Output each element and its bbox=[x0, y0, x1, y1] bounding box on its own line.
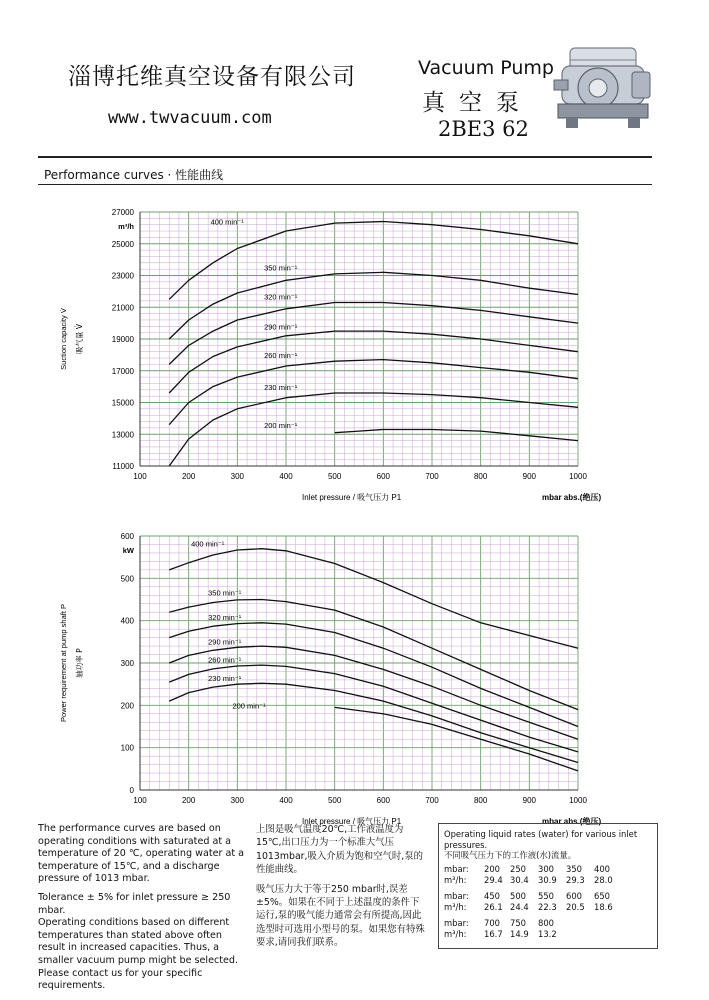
x-tick-label: 300 bbox=[230, 472, 245, 481]
rates-title-cn: 不同吸气压力下的工作液(水)流量。 bbox=[444, 850, 577, 860]
rates-mbar-value: 300 bbox=[538, 864, 554, 874]
model-number: 2BE3 62 bbox=[438, 117, 529, 141]
rates-flow-value: 28.0 bbox=[594, 875, 613, 885]
x-tick-label: 200 bbox=[181, 472, 196, 481]
rates-flow-value: 13.2 bbox=[538, 929, 557, 939]
x-tick-label: 600 bbox=[376, 796, 391, 805]
header-divider bbox=[38, 156, 652, 158]
series-label: 260 min⁻¹ bbox=[264, 351, 298, 361]
rates-mbar-value: 800 bbox=[538, 918, 554, 928]
x-tick-label: 800 bbox=[473, 796, 488, 805]
y-tick-label: 100 bbox=[120, 743, 134, 753]
rates-mbar-value: 200 bbox=[484, 864, 500, 874]
y-axis-title: Suction capacity V̇ bbox=[59, 308, 68, 370]
note-cn-conditions: 上图是吸气温度20℃,工作液温度为15℃,出口压力为一个标准大气压1013mbar,吸入介质为饱和空气时,泵的性能曲线。 bbox=[256, 824, 424, 876]
note-en-conditions: The performance curves are based on operating conditions with saturated at a temperature of 20 ℃, operating water at a temperature of 15℃, and a discharge pressure of 1013 mbar. bbox=[38, 823, 245, 885]
y-tick-label: 400 bbox=[120, 616, 134, 626]
rates-flow-value: 18.6 bbox=[594, 902, 613, 912]
rates-flow-value: 16.7 bbox=[484, 929, 503, 939]
rates-mbar-value: 550 bbox=[538, 891, 554, 901]
y-tick-label: 19000 bbox=[111, 335, 134, 344]
x-axis-unit: mbar abs.(绝压) bbox=[542, 493, 602, 502]
x-tick-label: 400 bbox=[279, 472, 293, 481]
x-tick-label: 700 bbox=[425, 472, 439, 481]
note-en-tolerance: Tolerance ± 5% for inlet pressure ≥ 250 mbar. bbox=[38, 891, 231, 916]
x-tick-label: 300 bbox=[230, 796, 245, 805]
y-tick-label: 0 bbox=[129, 786, 134, 795]
rates-flow-value: 14.9 bbox=[510, 929, 529, 939]
rates-flow-value: 29.4 bbox=[484, 875, 503, 885]
rates-mbar-value: 250 bbox=[510, 864, 526, 874]
series-label: 400 min⁻¹ bbox=[210, 217, 244, 227]
series-label: 230 min⁻¹ bbox=[208, 673, 242, 683]
x-tick-label: 600 bbox=[376, 472, 391, 481]
series-label: 400 min⁻¹ bbox=[191, 539, 225, 549]
y-tick-label: 15000 bbox=[111, 398, 134, 408]
x-tick-label: 1000 bbox=[569, 472, 587, 481]
series-label: 350 min⁻¹ bbox=[208, 588, 242, 598]
section-title: Performance curves · 性能曲线 bbox=[44, 168, 224, 182]
x-tick-label: 500 bbox=[327, 796, 342, 805]
rates-title-en: Operating liquid rates (water) for various inlet pressures. bbox=[444, 829, 638, 850]
x-axis-title: Inlet pressure / 吸气压力 P1 bbox=[302, 817, 402, 826]
rates-mbar-value: 400 bbox=[594, 864, 610, 874]
x-tick-label: 100 bbox=[133, 796, 147, 805]
grid bbox=[140, 212, 578, 466]
y-tick-label: 23000 bbox=[111, 271, 134, 281]
series-label: 290 min⁻¹ bbox=[264, 322, 298, 332]
rates-mbar-label: mbar: bbox=[444, 891, 469, 901]
operating-liquid-rates-table bbox=[438, 823, 658, 949]
rates-mbar-value: 500 bbox=[510, 891, 526, 901]
x-tick-label: 200 bbox=[181, 796, 196, 805]
rates-row bbox=[444, 918, 652, 942]
y-tick-label: 17000 bbox=[111, 366, 134, 376]
note-en-contact: Operating conditions based on different temperatures than stated above often result in increased capacities. Thus, a smaller vacuum pump might be selected. Please contact us for your specific requirements. bbox=[38, 917, 239, 992]
rates-mbar-value: 450 bbox=[484, 891, 500, 901]
rates-row bbox=[444, 864, 652, 888]
product-name-en: Vacuum Pump bbox=[418, 57, 554, 79]
rates-mbar-value: 650 bbox=[594, 891, 610, 901]
rates-flow-label: m³/h: bbox=[444, 902, 467, 912]
x-tick-label: 800 bbox=[473, 472, 488, 481]
rates-flow-value: 26.1 bbox=[484, 902, 503, 912]
x-tick-label: 100 bbox=[133, 472, 147, 481]
y-unit-label: kW bbox=[122, 546, 134, 555]
y-tick-label: 200 bbox=[120, 701, 134, 711]
rates-mbar-label: mbar: bbox=[444, 864, 469, 874]
rates-flow-value: 30.4 bbox=[510, 875, 529, 885]
section-divider bbox=[38, 184, 652, 185]
rates-flow-label: m³/h: bbox=[444, 929, 467, 939]
rates-row bbox=[444, 891, 652, 915]
rates-mbar-value: 600 bbox=[566, 891, 582, 901]
rates-mbar-value: 750 bbox=[510, 918, 526, 928]
x-tick-label: 500 bbox=[327, 472, 342, 481]
rates-table-title bbox=[444, 829, 654, 861]
rates-mbar-value: 350 bbox=[566, 864, 582, 874]
y-axis-title-cn: 吸气量 V̇ bbox=[75, 323, 84, 355]
y-tick-label: 25000 bbox=[111, 239, 134, 249]
rates-mbar-value: 700 bbox=[484, 918, 500, 928]
note-cn-tolerance: 吸气压力大于等于250 mbar时,误差±5%。如果在不同于上述温度的条件下运行,泵的吸气能力通常会有所提高,因此选型时可选用小型号的泵。如果您有特殊要求,请同我们联系。 bbox=[256, 883, 425, 949]
website-url[interactable]: www.twvacuum.com bbox=[108, 108, 272, 128]
series-label: 320 min⁻¹ bbox=[208, 612, 242, 622]
pump-icon bbox=[554, 48, 650, 128]
series-label: 290 min⁻¹ bbox=[208, 637, 242, 647]
company-name: 淄博托维真空设备有限公司 bbox=[68, 64, 356, 90]
y-tick-label: 27000 bbox=[111, 208, 134, 217]
rates-flow-value: 22.3 bbox=[538, 902, 557, 912]
rates-flow-value: 20.5 bbox=[566, 902, 585, 912]
y-axis-title: Power requirement at pump shaft P bbox=[59, 604, 68, 722]
series-label: 200 min⁻¹ bbox=[264, 420, 298, 430]
x-tick-label: 1000 bbox=[569, 796, 587, 805]
series-label: 320 min⁻¹ bbox=[264, 292, 298, 302]
y-tick-label: 11000 bbox=[112, 462, 134, 471]
y-tick-label: 13000 bbox=[111, 430, 134, 440]
x-tick-label: 700 bbox=[425, 796, 439, 805]
series-label: 230 min⁻¹ bbox=[264, 382, 298, 392]
notes-chinese bbox=[256, 823, 428, 956]
x-axis-title: Inlet pressure / 吸气压力 P1 bbox=[302, 493, 402, 502]
rates-flow-value: 29.3 bbox=[566, 875, 585, 885]
x-tick-label: 400 bbox=[279, 796, 293, 805]
product-name-cn: 真空泵 bbox=[422, 90, 533, 116]
rates-flow-value: 24.4 bbox=[510, 902, 529, 912]
series-label: 200 min⁻¹ bbox=[232, 701, 266, 711]
x-tick-label: 900 bbox=[522, 472, 537, 481]
x-axis-unit: mbar abs.(绝压) bbox=[542, 817, 602, 826]
suction-capacity-chart bbox=[30, 196, 660, 516]
series-line bbox=[335, 430, 578, 441]
rates-flow-value: 30.9 bbox=[538, 875, 557, 885]
series-label: 260 min⁻¹ bbox=[208, 655, 242, 665]
y-tick-label: 600 bbox=[120, 532, 134, 541]
pump-illustration bbox=[548, 42, 658, 140]
y-unit-label: m³/h bbox=[118, 222, 134, 231]
series-label: 350 min⁻¹ bbox=[264, 263, 298, 273]
notes-english bbox=[38, 823, 248, 999]
x-tick-label: 900 bbox=[522, 796, 537, 805]
rates-mbar-label: mbar: bbox=[444, 918, 469, 928]
rates-flow-label: m³/h: bbox=[444, 875, 467, 885]
y-axis-title-cn: 轴功率 P bbox=[75, 648, 84, 678]
y-tick-label: 300 bbox=[120, 659, 134, 668]
power-requirement-chart bbox=[30, 520, 660, 840]
y-tick-label: 500 bbox=[120, 574, 134, 584]
y-tick-label: 21000 bbox=[111, 303, 134, 313]
